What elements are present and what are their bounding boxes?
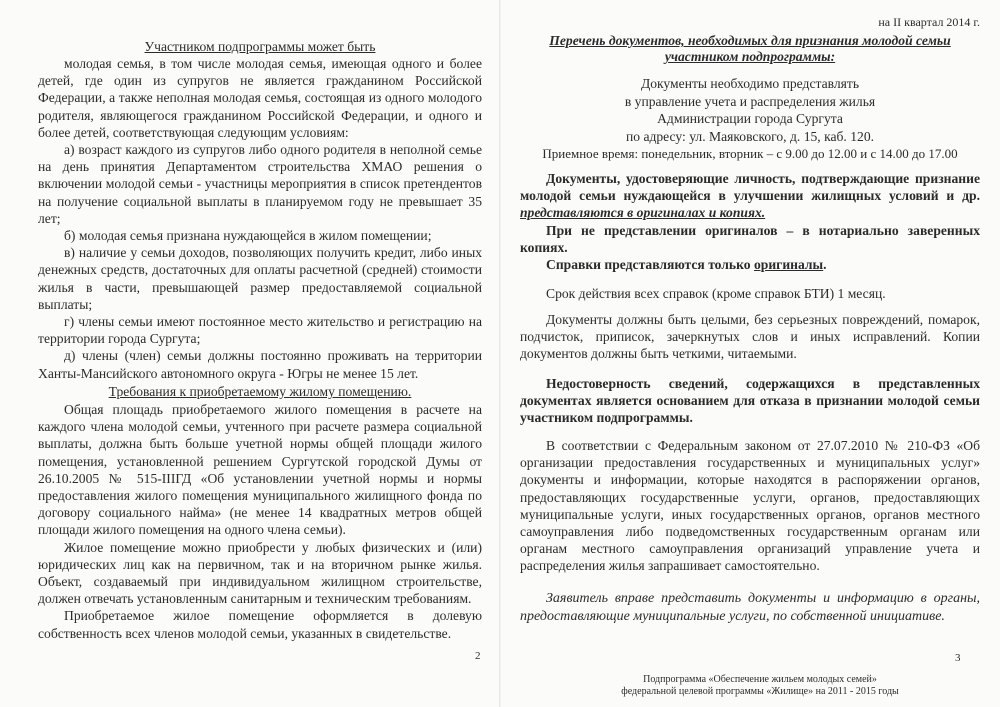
section2-title: Требования к приобретаемому жилому помещению.	[108, 384, 412, 399]
condition-e: д) члены (член) семьи должны постоянно проживать на территории Ханты-Мансийского автономного округа - Югры не менее 15 лет.	[38, 348, 482, 381]
address-line: по адресу: ул. Маяковского, д. 15, каб. 120.	[625, 128, 875, 144]
area-requirement: Общая площадь приобретаемого жилого помещения в расчете на каждого члена молодой семьи, учтенного при расчете размера социальной выплаты, должна быть больше учетной нормы общей площади жилого помещения, установленной решением Сургутской городской Думы от 26.10.2005 № 515-IIIГД «Об установлении учетной нормы и нормы предоставления жилого помещения муниципального жилищного фонда по договору социального найма» (не менее 14 квадратных метров общей площади жилого помещения на одного члена семьи).	[38, 402, 482, 538]
footer	[560, 674, 960, 698]
section1-title: Участником подпрограммы может быть	[144, 39, 376, 54]
ownership-rule: Приобретаемое жилое помещение оформляется в долевую собственность всех членов молодой семьи, указанных в свидетельстве.	[38, 608, 482, 641]
condition-a: а) возраст каждого из супругов либо одного родителя в неполной семье на день принятия Департаментом строительства ХМАО решения о включении молодой семьи - участницы мероприятия в список претендентов на получение социальной выплаты в планируемом году не превышает 35 лет;	[38, 142, 482, 226]
notarized-copies-note: При не представлении оригиналов – в нотариально заверенных копиях.	[520, 222, 980, 255]
originals-only-note: оригиналы	[753, 257, 824, 273]
integrity-note	[520, 311, 980, 363]
refusal-text: Недостоверность сведений, содержащихся в представленных документах является основанием для отказа в признании молодой семьи участником подпрограммы.	[520, 376, 980, 426]
applicant-note	[520, 590, 980, 626]
address-line: Документы необходимо представлять	[640, 76, 860, 91]
condition-d: г) члены семьи имеют постоянное место жительство и регистрацию на территории города Сургута;	[38, 314, 482, 347]
quarter-label: на II квартал 2014 г.	[878, 15, 980, 29]
refusal-note	[520, 375, 980, 427]
address-block	[508, 75, 992, 163]
condition-b: б) молодая семья признана нуждающейся в жилом помещении;	[64, 228, 432, 244]
address-line: Администрации города Сургута	[657, 111, 843, 126]
footer-line-2: федеральной целевой программы «Жилище» на 2011 - 2015 годы	[621, 686, 899, 697]
right-page	[500, 0, 1000, 707]
reception-hours: Приемное время: понедельник, вторник – с 9.00 до 12.00 и с 14.00 до 17.00	[542, 146, 958, 161]
applicant-text: Заявитель вправе представить документы и информацию в органы, предоставляющие муниципальные услуги, по собственной инициативе.	[520, 591, 980, 624]
integrity-text: Документы должны быть целыми, без серьезных повреждений, помарок, подчисток, приписок, зачеркнутых слов и иных исправлений. Копии документов должны быть четкими, читаемыми.	[520, 312, 980, 362]
purchase-sources: Жилое помещение можно приобрести у любых физических и (или) юридических лиц как на первичном, так и на вторичном рынке жилья. Объект, создаваемый при индивидуальном жилищном строительстве, должен отвечать установленным санитарным и техническим требованиям.	[38, 539, 482, 607]
footer-line-1: Подпрограмма «Обеспечение жильем молодых семей»	[643, 674, 877, 685]
section1-body	[38, 55, 482, 382]
validity-text: Срок действия всех справок (кроме справок БТИ) 1 месяц.	[546, 286, 886, 301]
identity-documents-note: Документы, удостоверяющие личность, подтверждающие признание молодой семьи нуждающейся в улучшении жилищных условий и др.	[520, 171, 980, 204]
law-text: В соответствии с Федеральным законом от 27.07.2010 № 210-ФЗ «Об организации предоставления государственных и муниципальных услуг» документы и информации, которые находятся в распоряжении органов, предоставляющих государственные услуги, органов, предоставляющих муниципальные услуги, иных государственных органов, органов местного самоуправления либо подведомственных государственным органам или органам местного самоуправления организаций управление учета и распределения жилья запрашивает самостоятельно.	[520, 438, 980, 574]
validity-note	[520, 285, 980, 302]
documents-list-title: Перечень документов, необходимых для признания молодой семьи участником подпрограммы:	[549, 33, 951, 64]
section1-paragraph: молодая семья, в том числе молодая семья, имеющая одного и более детей, где один из супругов не является гражданином Российской Федерации, а также неполная молодая семья, состоящая из одного молодого родителя, являющегося гражданином Российской Федерации, и одного и более детей, соответствующая следующим условиям:	[38, 56, 482, 140]
address-line: в управление учета и распределения жилья	[624, 93, 876, 109]
documents-section: Документы, удостоверяющие личность, подтверждающие признание молодой семьи нуждающейся в улучшении жилищных условий и др. представляются в оригиналах и копиях. При не представлении оригиналов – в нотариально заверенных копиях. Справки представляются только оригиналы.	[520, 171, 980, 273]
certificates-note: Справки представляются только	[546, 257, 751, 273]
condition-c: в) наличие у семьи доходов, позволяющих получить кредит, либо иных денежных средств, достаточных для оплаты расчетной (средней) стоимости жилья в части, превышающей размер предоставляемой социальной выплаты;	[38, 245, 482, 312]
law-note	[520, 437, 980, 575]
section2-body	[38, 401, 482, 642]
page-number-left: 2	[475, 650, 481, 662]
originals-and-copies-note: представляются в оригиналах и копиях.	[520, 205, 766, 221]
page-number-right: 3	[955, 652, 961, 664]
